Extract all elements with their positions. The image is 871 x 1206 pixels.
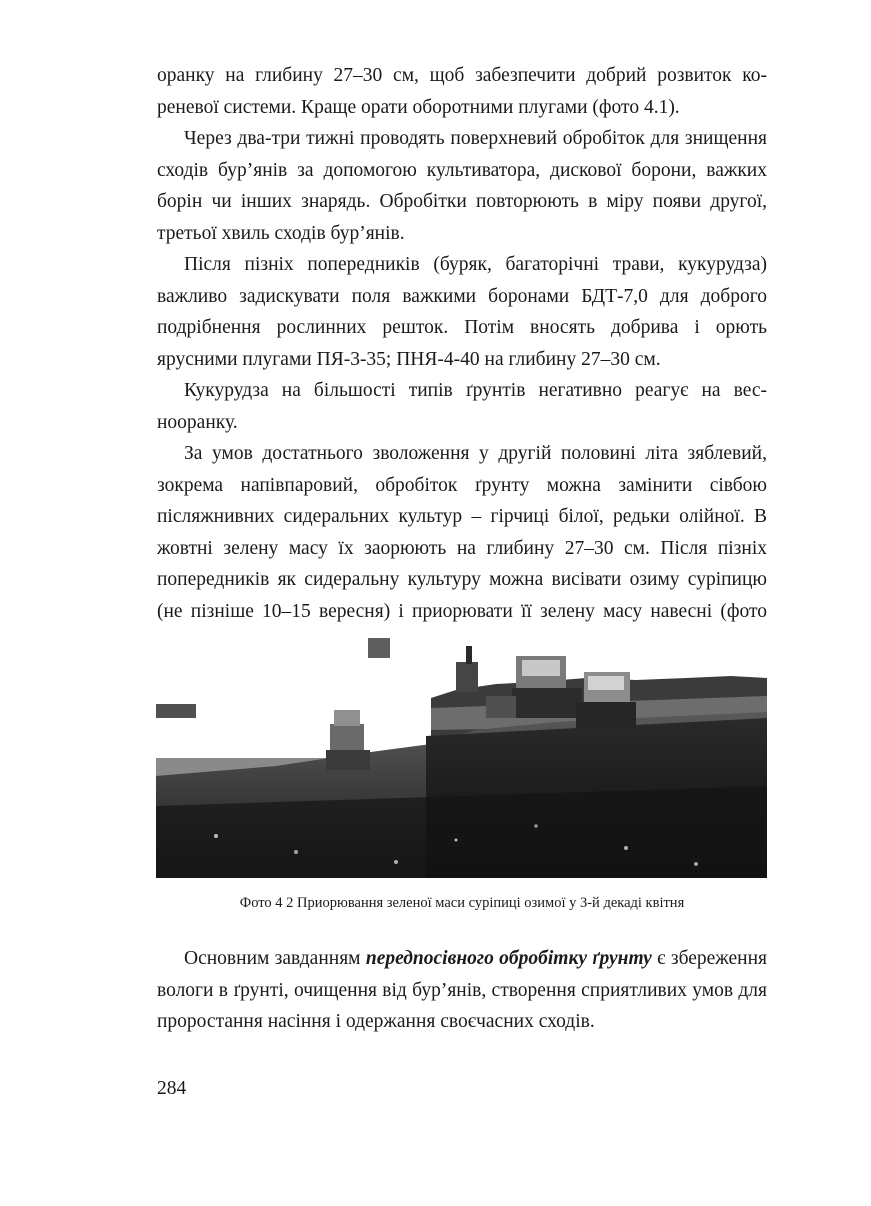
presowing-text-end: є збереження вологи в ґрунті, очищення від бур’янів, створення сприятливих умов для проростання насіння і одержання своєчасних сходів. xyxy=(157,948,768,1032)
photo-tractors-field xyxy=(156,626,767,878)
paragraph-presowing xyxy=(157,943,767,1038)
photo-caption: Фото 4 2 Приорювання зеленої маси суріпиці озимої у 3-й декаді квітня xyxy=(239,895,685,911)
paragraph-surface-tillage: Через два-три тижні проводять поверхневий обробіток для знищення сходів бур’янів за допомогою культиватора, дискової борони, важких борін чи інших знарядь. Обробітки повторюють в міру появи другої, третьої хвиль сходів бур’янів. xyxy=(157,128,767,244)
paragraph-green-manure: За умов достатнього зволоження у другій половині літа зяблевий, зокрема напівпаровий, обробіток ґрунту можна замінити сівбою післяжнивних сидеральних культур – гірчиці білої, редьки олійної. В жовтні зелену масу їх заорюють на глибину 27–30 см. Після пізніх попередників як сидеральну культуру можна висівати озиму суріпицю (не пізніше 10–15 вересня) і приорювати її зелену масу навесні (фото xyxy=(157,443,767,622)
presowing-text-start: Основним завданням xyxy=(184,948,366,969)
paragraph-late-predecessors: Після пізніх попередників (буряк, багаторічні трави, кукурудза) важливо задискувати поля важкими боронами БДТ-7,0 для доброго подрібнення рослинних решток. Потім вносять добрива і орють ярусними плугами ПЯ-3-35; ПНЯ-4-40 на глибину 27–30 см. xyxy=(157,254,767,370)
page-number: 284 xyxy=(157,1078,187,1099)
body-text-bottom xyxy=(157,943,767,1038)
body-text xyxy=(157,60,767,659)
paragraph-corn: Кукурудза на більшості типів ґрунтів негативно реагує на веснооранку. xyxy=(157,380,767,433)
presowing-emphasis: передпосівного обробітку ґрунту xyxy=(365,948,652,969)
paragraph-continuation: оранку на глибину 27–30 см, щоб забезпечити добрий розвиток кореневої системи. Краще орати оборотними плугами (фото 4.1). xyxy=(157,65,767,118)
